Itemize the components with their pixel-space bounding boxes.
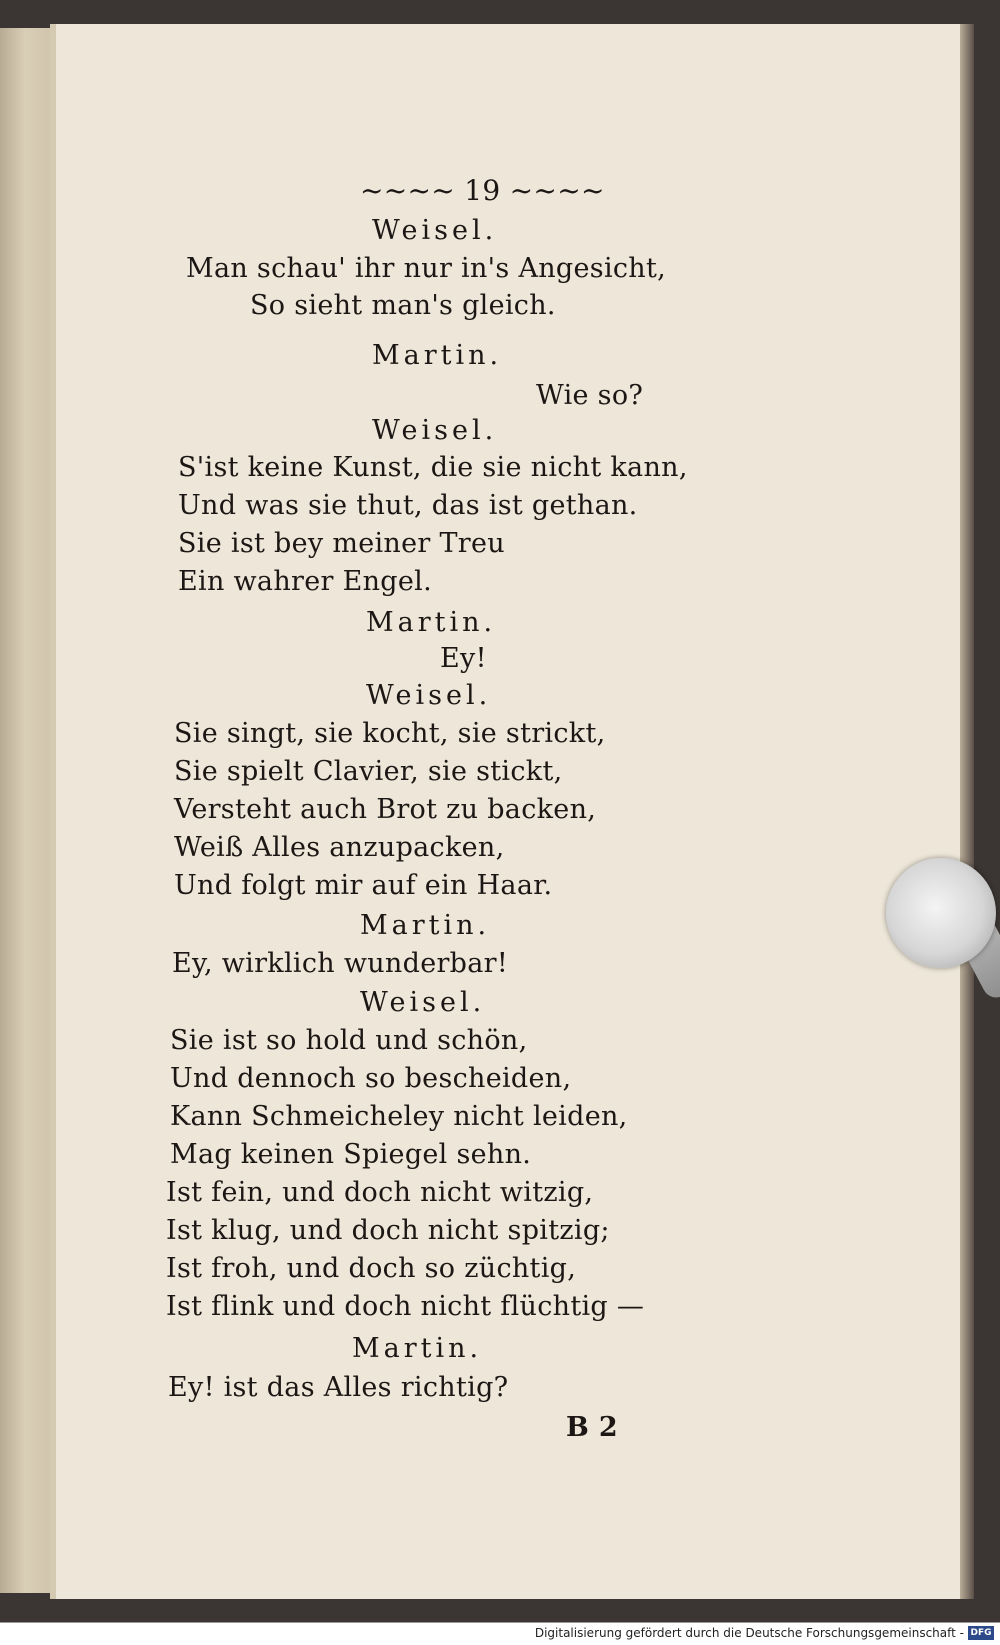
verse-line: Mag keinen Spiegel sehn. [170,1139,532,1170]
page-gutter-shadow [960,24,974,1599]
dfg-logo: DFG [968,1626,994,1640]
funding-credit: Digitalisierung gefördert durch die Deutsche Forschungsgemeinschaft - [534,1626,964,1640]
speaker-martin-4: Martin. [352,1333,483,1364]
verse-line: Ist fein, und doch nicht witzig, [166,1177,594,1208]
verse-line: Ey, wirklich wunderbar! [172,948,509,979]
speaker-martin-3: Martin. [360,910,491,941]
page-number-header: ~~~~ 19 ~~~~ [360,174,605,207]
speaker-weisel-1: Weisel. [372,215,498,246]
verse-line: Ey! [440,643,487,674]
verse-line: Ey! ist das Alles richtig? [168,1372,509,1403]
verse-line: Man schau' ihr nur in's Angesicht, [186,253,667,284]
verse-line: So sieht man's gleich. [250,290,556,321]
verse-line: Kann Schmeicheley nicht leiden, [170,1101,628,1132]
speaker-martin-2: Martin. [366,607,497,638]
verse-line: Und was sie thut, das ist gethan. [178,490,638,521]
adjacent-page-edge [0,28,56,1593]
verse-line: Und folgt mir auf ein Haar. [174,870,553,901]
verse-line: Ist flink und doch nicht flüchtig — [166,1291,645,1322]
verse-line: Ist froh, und doch so züchtig, [166,1253,577,1284]
speaker-weisel-4: Weisel. [360,987,486,1018]
signature-mark: B 2 [566,1412,618,1443]
footer-bar [0,1622,1000,1645]
verse-line: Versteht auch Brot zu backen, [174,794,597,825]
verse-line: Sie ist bey meiner Treu [178,528,505,559]
page-clip [886,858,996,968]
verse-line: Sie spielt Clavier, sie stickt, [174,756,563,787]
verse-line: Wie so? [536,380,644,411]
verse-line: Und dennoch so bescheiden, [170,1063,572,1094]
verse-line: Ein wahrer Engel. [178,566,432,597]
speaker-weisel-3: Weisel. [366,680,492,711]
speaker-weisel-2: Weisel. [372,415,498,446]
verse-line: Ist klug, und doch nicht spitzig; [166,1215,610,1246]
verse-line: Sie ist so hold und schön, [170,1025,528,1056]
verse-line: Weiß Alles anzupacken, [174,832,505,863]
verse-line: S'ist keine Kunst, die sie nicht kann, [178,452,688,483]
verse-line: Sie singt, sie kocht, sie strickt, [174,718,606,749]
speaker-martin-1: Martin. [372,340,503,371]
